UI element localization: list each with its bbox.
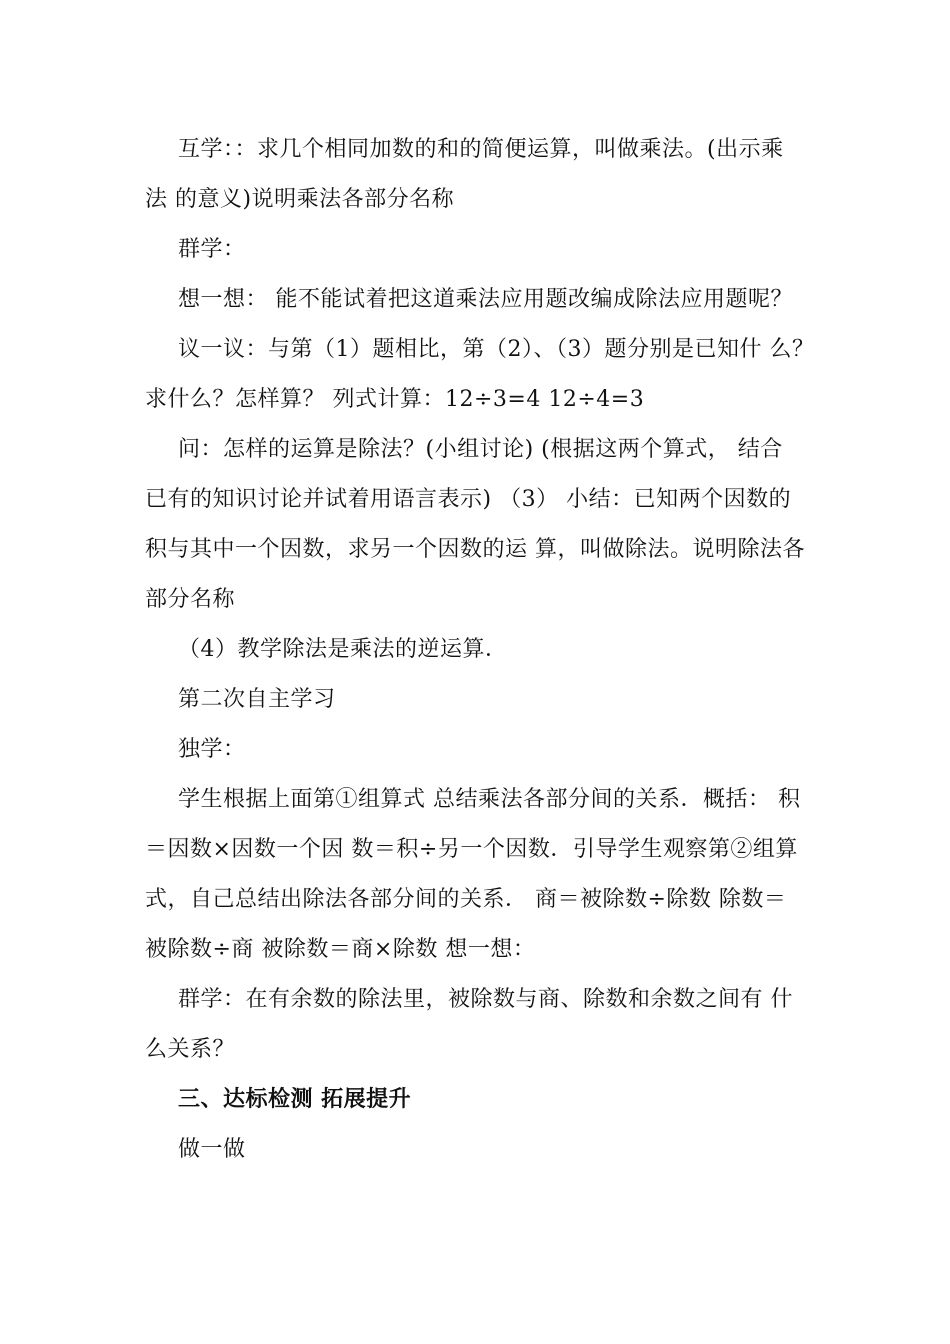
- paragraph-line: 群学：在有余数的除法里，被除数与商、除数和余数之间有 什: [178, 987, 793, 1012]
- paragraph-line: 学生根据上面第①组算式 总结乘法各部分间的关系．概括： 积: [178, 787, 801, 812]
- paragraph-line: 被除数÷商 被除数＝商×除数 想一想：: [145, 937, 536, 962]
- section-heading: 第二次自主学习: [178, 687, 336, 712]
- paragraph-line: 积与其中一个因数，求另一个因数的运 算，叫做除法。说明除法各: [145, 537, 805, 562]
- paragraph-line: 么关系？: [145, 1037, 236, 1062]
- paragraph-line: 式，自己总结出除法各部分间的关系． 商＝被除数÷除数 除数＝: [145, 887, 787, 912]
- paragraph-line: 互学：：求几个相同加数的和的简便运算，叫做乘法。(出示乘: [178, 137, 784, 162]
- paragraph-line: 求什么？怎样算？ 列式计算：12÷3=4 12÷4=3: [145, 387, 645, 412]
- paragraph-line: 问：怎样的运算是除法？(小组讨论) (根据这两个算式， 结合: [178, 437, 783, 462]
- section-heading-bold: 三、达标检测 拓展提升: [178, 1087, 412, 1112]
- paragraph-line: 群学：: [178, 237, 246, 262]
- paragraph-line: 做一做: [178, 1137, 246, 1162]
- paragraph-line: （4）教学除法是乘法的逆运算．: [178, 637, 508, 662]
- paragraph-line: 议一议：与第（1）题相比，第（2）、（3）题分别是已知什 么？: [178, 337, 815, 362]
- paragraph-line: 想一想： 能不能试着把这道乘法应用题改编成除法应用题呢？: [178, 287, 793, 312]
- paragraph-line: 已有的知识讨论并试着用语言表示) （3） 小结：已知两个因数的: [145, 487, 792, 512]
- paragraph-line: ＝因数×因数一个因 数＝积÷另一个因数．引导学生观察第②组算: [145, 837, 798, 862]
- paragraph-line: 法 的意义)说明乘法各部分名称: [145, 187, 455, 212]
- paragraph-line: 部分名称: [145, 587, 236, 612]
- paragraph-line: 独学：: [178, 737, 246, 762]
